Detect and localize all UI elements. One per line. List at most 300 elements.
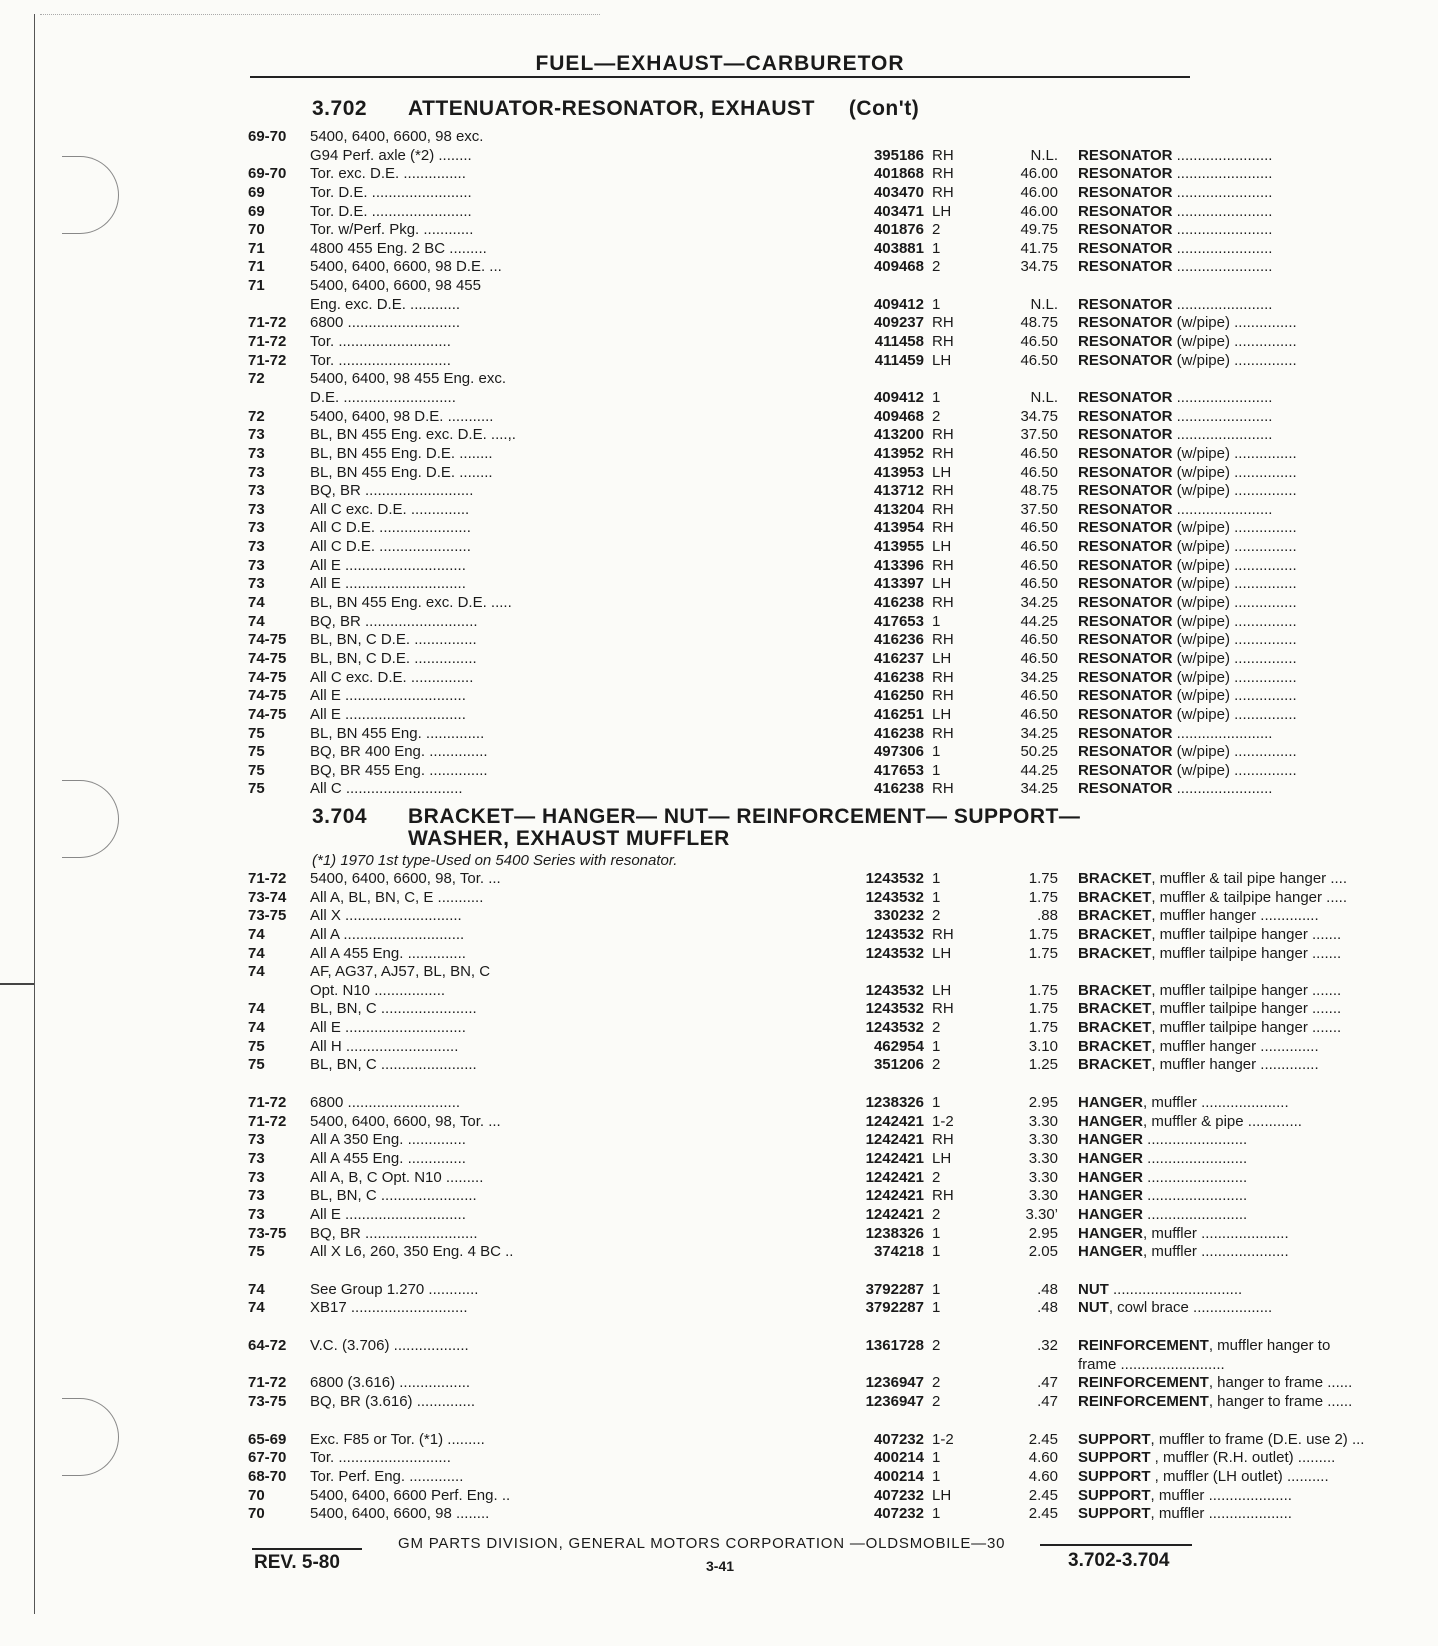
quantity-cell: RH xyxy=(932,925,954,943)
quantity-cell: RH xyxy=(932,1000,954,1018)
part-name: RESONATOR xyxy=(1078,743,1173,761)
parts-row xyxy=(248,1168,1248,1188)
part-name: REINFORCEMENT xyxy=(1078,1337,1209,1355)
quantity-cell: 1 xyxy=(932,761,941,779)
part-number-cell: 1243532 xyxy=(865,888,924,906)
part-name-detail: (w/pipe) ............... xyxy=(1172,668,1297,686)
part-name-cell xyxy=(1078,258,1438,277)
quantity-cell: 1 xyxy=(932,239,941,257)
parts-row xyxy=(248,1205,1248,1225)
part-number-cell: 1361728 xyxy=(865,1337,924,1355)
price-cell: 1.75 xyxy=(1028,944,1058,962)
price-cell: 46.50 xyxy=(1020,538,1058,556)
description-cell: Tor. D.E. ........................ xyxy=(310,202,472,220)
price-cell: 46.50 xyxy=(1020,556,1058,574)
price-cell: 46.50 xyxy=(1020,575,1058,593)
part-name-detail: , muffler hanger to xyxy=(1208,1337,1331,1355)
year-cell: 73-75 xyxy=(248,907,287,925)
description-cell: V.C. (3.706) .................. xyxy=(310,1337,469,1355)
description-cell: BL, BN 455 Eng. D.E. ........ xyxy=(310,463,493,481)
price-cell: 50.25 xyxy=(1020,743,1058,761)
part-name-cell xyxy=(1078,1337,1438,1356)
year-cell: 74-75 xyxy=(248,631,287,649)
section-range: 3.702-3.704 xyxy=(1068,1550,1170,1571)
part-name-cell xyxy=(1078,445,1438,464)
quantity-cell: RH xyxy=(932,1187,954,1205)
price-cell: 1.75 xyxy=(1028,888,1058,906)
description-cell: BL, BN, C D.E. ............... xyxy=(310,649,477,667)
quantity-cell: LH xyxy=(932,463,952,481)
part-number-cell: 416238 xyxy=(873,594,924,612)
quantity-cell: 2 xyxy=(932,1056,941,1074)
part-number-cell: 409468 xyxy=(873,407,924,425)
part-name: HANGER xyxy=(1078,1187,1144,1205)
part-name-detail: , muffler & tail pipe hanger .... xyxy=(1151,870,1348,887)
part-name-cell xyxy=(1078,482,1438,501)
price-cell: 2.95 xyxy=(1028,1094,1058,1112)
price-cell: 46.50 xyxy=(1020,649,1058,667)
description-cell: BQ, BR ........................... xyxy=(310,612,478,630)
section-name-line2: WASHER, EXHAUST MUFFLER xyxy=(408,827,730,850)
part-number-cell: 401868 xyxy=(873,165,924,183)
quantity-cell: LH xyxy=(932,649,952,667)
description-cell: BQ, BR 400 Eng. .............. xyxy=(310,743,488,761)
part-name-detail: ....................... xyxy=(1172,295,1273,313)
year-cell: 74 xyxy=(248,1019,265,1037)
part-name-detail: (w/pipe) ............... xyxy=(1172,575,1297,593)
part-name: RESONATOR xyxy=(1078,556,1173,574)
description-cell: BQ, BR 455 Eng. .............. xyxy=(310,761,488,779)
parts-row xyxy=(248,631,1297,650)
part-name-detail: , hanger to frame ...... xyxy=(1208,1393,1353,1411)
part-name-cell xyxy=(1078,926,1438,945)
year-cell: 74 xyxy=(248,1299,265,1317)
part-number-cell: 413397 xyxy=(873,575,924,593)
parts-row xyxy=(248,314,1297,333)
quantity-cell: 1 xyxy=(932,888,941,906)
parts-row xyxy=(248,1149,1248,1169)
quantity-cell: 1 xyxy=(932,388,941,406)
description-cell: 5400, 6400, 6600, 98 455 xyxy=(310,277,481,295)
quantity-cell: RH xyxy=(932,724,954,742)
price-cell: 44.25 xyxy=(1020,761,1058,779)
year-cell: 70 xyxy=(248,1505,265,1523)
part-name: RESONATOR xyxy=(1078,426,1173,444)
part-name: BRACKET xyxy=(1078,870,1152,887)
part-name-detail: ........................ xyxy=(1143,1149,1248,1167)
year-cell: 73 xyxy=(248,538,265,556)
part-number-cell: 413712 xyxy=(873,482,924,500)
part-number-cell: 1243532 xyxy=(865,870,924,887)
part-number-cell: 413954 xyxy=(873,519,924,537)
year-cell: 72 xyxy=(248,407,265,425)
part-name-detail: , muffler & pipe ............. xyxy=(1143,1112,1302,1130)
scan-edge-marks xyxy=(40,14,600,15)
description-cell: Tor. D.E. ........................ xyxy=(310,183,472,201)
part-name-cell xyxy=(1078,333,1438,352)
part-name: SUPPORT xyxy=(1078,1486,1151,1504)
part-name: RESONATOR xyxy=(1078,407,1173,425)
footer-rule-left xyxy=(252,1548,362,1550)
part-name-cell xyxy=(1078,501,1438,520)
part-name-cell xyxy=(1078,669,1438,688)
parts-row xyxy=(248,165,1273,184)
year-cell: 69 xyxy=(248,183,265,201)
page-number: 3-41 xyxy=(706,1558,735,1574)
parts-row xyxy=(248,277,1190,296)
quantity-cell: 2 xyxy=(932,1019,941,1037)
price-cell: 1.25 xyxy=(1028,1056,1058,1074)
parts-row xyxy=(248,1449,1336,1468)
part-number-cell: 1236947 xyxy=(865,1374,924,1392)
part-name: RESONATOR xyxy=(1078,444,1173,462)
price-cell: 3.30 xyxy=(1028,1112,1058,1130)
part-number-cell: 413955 xyxy=(873,538,924,556)
year-cell: 75 xyxy=(248,1243,265,1261)
part-name-detail: ....................... xyxy=(1172,407,1273,425)
page-title: FUEL—EXHAUST—CARBURETOR xyxy=(535,52,905,75)
part-name-cell xyxy=(1078,631,1438,650)
part-name-detail: (w/pipe) ............... xyxy=(1172,761,1297,779)
section-footnote: (*1) 1970 1st type-Used on 5400 Series with resonator. xyxy=(312,852,678,869)
part-name: HANGER xyxy=(1078,1131,1144,1149)
parts-row xyxy=(248,239,1273,259)
part-name: BRACKET xyxy=(1078,888,1152,906)
part-name: RESONATOR xyxy=(1078,500,1173,518)
year-cell: 71-72 xyxy=(248,351,287,369)
parts-row xyxy=(248,370,1190,389)
quantity-cell: 2 xyxy=(932,1374,941,1392)
parts-row xyxy=(248,1337,1331,1356)
description-cell: 5400, 6400, 6600 Perf. Eng. .. xyxy=(310,1486,511,1504)
part-name-detail: (w/pipe) ............... xyxy=(1172,314,1297,332)
parts-row xyxy=(248,743,1297,762)
quantity-cell: 2 xyxy=(932,407,941,425)
part-name-cell xyxy=(1078,1038,1438,1057)
parts-row xyxy=(248,1280,1243,1300)
part-name-detail: (w/pipe) ............... xyxy=(1172,444,1297,462)
part-name-cell xyxy=(1078,1487,1438,1506)
part-name-detail: , muffler tailpipe hanger ....... xyxy=(1151,1000,1342,1018)
footer-division: GM PARTS DIVISION, GENERAL MOTORS CORPORATION —OLDSMOBILE—30 xyxy=(398,1535,1006,1552)
price-cell: 46.00 xyxy=(1020,202,1058,220)
part-name-cell xyxy=(1078,1094,1438,1113)
part-name-cell xyxy=(1078,408,1438,427)
part-name: BRACKET xyxy=(1078,1056,1152,1074)
part-number-cell: 407232 xyxy=(873,1430,924,1448)
price-cell: 46.50 xyxy=(1020,631,1058,649)
part-name: HANGER xyxy=(1078,1168,1144,1186)
quantity-cell: RH xyxy=(932,183,954,201)
year-cell: 70 xyxy=(248,221,265,239)
price-cell: 34.75 xyxy=(1020,258,1058,276)
part-name: RESONATOR xyxy=(1078,165,1173,183)
part-number-cell: 400214 xyxy=(873,1467,924,1485)
part-name: RESONATOR xyxy=(1078,705,1173,723)
part-name: NUT xyxy=(1078,1299,1109,1317)
part-name-cell xyxy=(1078,725,1438,744)
parts-row xyxy=(248,444,1297,464)
description-cell: All X ............................ xyxy=(310,907,462,925)
part-name: RESONATOR xyxy=(1078,482,1173,500)
year-cell: 71-72 xyxy=(248,1112,287,1130)
parts-row xyxy=(248,724,1273,744)
year-cell: 71-72 xyxy=(248,1094,287,1112)
description-cell: 5400, 6400, 6600, 98 ........ xyxy=(310,1505,490,1523)
header-rule xyxy=(250,76,1190,78)
part-number-cell: 1243532 xyxy=(865,925,924,943)
part-number-cell: 409412 xyxy=(873,388,924,406)
part-name-cell xyxy=(1078,1150,1438,1169)
part-number-cell: 401876 xyxy=(873,221,924,239)
quantity-cell: 1 xyxy=(932,870,941,887)
part-name-detail: ....................... xyxy=(1172,183,1273,201)
part-name: SUPPORT xyxy=(1078,1467,1151,1485)
part-name-detail: ........................ xyxy=(1143,1187,1248,1205)
description-cell: All A ............................. xyxy=(310,925,465,943)
part-name: RESONATOR xyxy=(1078,649,1173,667)
part-name-detail: ....................... xyxy=(1172,165,1273,183)
row-spacer xyxy=(248,1262,1190,1281)
quantity-cell: RH xyxy=(932,482,954,500)
part-name-cell xyxy=(1078,1449,1438,1468)
part-name-cell xyxy=(1078,1225,1438,1244)
part-name: RESONATOR xyxy=(1078,258,1173,276)
year-cell: 71 xyxy=(248,258,265,276)
part-number-cell: 1243532 xyxy=(865,981,924,999)
parts-row xyxy=(248,183,1273,203)
quantity-cell: RH xyxy=(932,519,954,537)
parts-row xyxy=(248,944,1342,964)
part-name-detail: (w/pipe) ............... xyxy=(1172,556,1297,574)
part-name-cell xyxy=(1078,147,1438,166)
description-cell: BL, BN, C ....................... xyxy=(310,1000,477,1018)
price-cell: 1.75 xyxy=(1028,1019,1058,1037)
part-name-cell xyxy=(1078,687,1438,706)
price-cell: 34.75 xyxy=(1020,407,1058,425)
part-number-cell: 1242421 xyxy=(865,1205,924,1223)
part-name-cell xyxy=(1078,538,1438,557)
part-name: HANGER xyxy=(1078,1205,1144,1223)
part-name: RESONATOR xyxy=(1078,761,1173,779)
price-cell: 46.00 xyxy=(1020,165,1058,183)
year-cell: 73 xyxy=(248,1168,265,1186)
price-cell: 41.75 xyxy=(1020,239,1058,257)
description-cell: Tor. ........................... xyxy=(310,1449,451,1467)
quantity-cell: 1 xyxy=(932,743,941,761)
price-cell: .48 xyxy=(1037,1299,1058,1317)
quantity-cell: RH xyxy=(932,146,954,164)
price-cell: 46.50 xyxy=(1020,351,1058,369)
binder-margin-line xyxy=(34,14,35,1614)
description-cell: BL, BN 455 Eng. exc. D.E. ....,. xyxy=(310,426,516,444)
part-name-cell xyxy=(1078,982,1438,1001)
section-3704-parts-list xyxy=(248,870,1365,1524)
description-cell: Tor. Perf. Eng. ............. xyxy=(310,1467,464,1485)
parts-row xyxy=(248,482,1297,501)
part-number-cell: 413396 xyxy=(873,556,924,574)
description-cell: 6800 ........................... xyxy=(310,1094,461,1112)
year-cell: 73 xyxy=(248,1131,265,1149)
description-cell: BL, BN 455 Eng. exc. D.E. ..... xyxy=(310,594,512,612)
year-cell: 73 xyxy=(248,519,265,537)
description-cell: All A 350 Eng. .............. xyxy=(310,1131,466,1149)
part-name-cell xyxy=(1078,780,1438,799)
page-header xyxy=(250,52,1190,76)
quantity-cell: LH xyxy=(932,1486,952,1504)
part-name-detail: , muffler .................... xyxy=(1150,1505,1292,1523)
parts-row xyxy=(248,351,1297,371)
part-name-detail: , muffler tailpipe hanger ....... xyxy=(1151,944,1342,962)
description-cell: All C D.E. ...................... xyxy=(310,519,471,537)
part-name-detail: ....................... xyxy=(1172,258,1273,276)
price-cell: 2.95 xyxy=(1028,1224,1058,1242)
year-cell: 71-72 xyxy=(248,314,287,332)
part-name-cell xyxy=(1078,389,1438,408)
price-cell: 2.45 xyxy=(1028,1505,1058,1523)
part-name-cell xyxy=(1078,1299,1438,1318)
quantity-cell: 1 xyxy=(932,295,941,313)
year-cell: 74-75 xyxy=(248,649,287,667)
part-name-cell xyxy=(1078,594,1438,613)
quantity-cell: LH xyxy=(932,1149,952,1167)
year-cell: 73 xyxy=(248,575,265,593)
parts-row xyxy=(248,668,1297,688)
quantity-cell: 1 xyxy=(932,612,941,630)
part-name: RESONATOR xyxy=(1078,463,1173,481)
description-cell: 5400, 6400, 6600, 98, Tor. ... xyxy=(310,1112,501,1130)
part-name: HANGER xyxy=(1078,1224,1144,1242)
year-cell: 75 xyxy=(248,780,265,798)
quantity-cell: RH xyxy=(932,165,954,183)
part-number-cell: 416238 xyxy=(873,780,924,798)
part-name-cell xyxy=(1078,221,1438,240)
description-cell: BQ, BR (3.616) .............. xyxy=(310,1393,476,1411)
description-cell: Eng. exc. D.E. ............ xyxy=(310,295,461,313)
part-name: RESONATOR xyxy=(1078,295,1173,313)
quantity-cell: RH xyxy=(932,1131,954,1149)
price-cell: 44.25 xyxy=(1020,612,1058,630)
year-cell: 73 xyxy=(248,1149,265,1167)
quantity-cell: 1 xyxy=(932,1224,941,1242)
parts-row xyxy=(248,612,1297,632)
section-3704-title xyxy=(312,806,1080,850)
part-number-cell: 462954 xyxy=(873,1037,924,1055)
quantity-cell: LH xyxy=(932,351,952,369)
quantity-cell: 2 xyxy=(932,1168,941,1186)
part-name: RESONATOR xyxy=(1078,519,1173,537)
year-cell: 75 xyxy=(248,724,265,742)
part-name-detail: (w/pipe) ............... xyxy=(1172,351,1297,369)
part-number-cell: 1242421 xyxy=(865,1112,924,1130)
year-cell: 74-75 xyxy=(248,687,287,705)
parts-row xyxy=(248,128,1190,147)
year-cell: 71-72 xyxy=(248,1374,287,1392)
part-name-cell xyxy=(1078,1281,1438,1300)
year-cell: 74-75 xyxy=(248,668,287,686)
part-name-cell xyxy=(1078,352,1438,371)
part-name-detail: (w/pipe) ............... xyxy=(1172,631,1297,649)
price-cell: N.L. xyxy=(1030,146,1058,164)
description-cell: 4800 455 Eng. 2 BC ......... xyxy=(310,239,487,257)
part-name-cell xyxy=(1078,650,1438,669)
part-number-cell: 395186 xyxy=(873,146,924,164)
year-cell: 73-75 xyxy=(248,1393,287,1411)
price-cell: 34.25 xyxy=(1020,668,1058,686)
part-name-cell xyxy=(1078,557,1438,576)
part-name: BRACKET xyxy=(1078,944,1152,962)
description-cell: 5400, 6400, 98 455 Eng. exc. xyxy=(310,370,506,388)
part-name-detail: (w/pipe) ............... xyxy=(1172,594,1297,612)
year-cell: 70 xyxy=(248,1486,265,1504)
quantity-cell: LH xyxy=(932,705,952,723)
year-cell: 74 xyxy=(248,1280,265,1298)
parts-row xyxy=(248,221,1273,240)
year-cell: 67-70 xyxy=(248,1449,287,1467)
description-cell: G94 Perf. axle (*2) ........ xyxy=(310,146,472,164)
part-name-cell xyxy=(1078,1243,1438,1262)
year-cell: 74-75 xyxy=(248,705,287,723)
part-name-cell xyxy=(1078,1356,1438,1375)
parts-row xyxy=(248,687,1297,706)
price-cell: .47 xyxy=(1037,1393,1058,1411)
year-cell: 73 xyxy=(248,482,265,500)
parts-row xyxy=(248,1430,1365,1450)
price-cell: 1.75 xyxy=(1028,981,1058,999)
description-cell: All E ............................. xyxy=(310,556,466,574)
year-cell: 73-74 xyxy=(248,888,287,906)
parts-row xyxy=(248,907,1319,926)
part-number-cell: 3792287 xyxy=(865,1299,924,1317)
price-cell: 3.30’ xyxy=(1025,1205,1058,1223)
part-number-cell: 403470 xyxy=(873,183,924,201)
parts-row xyxy=(248,1355,1225,1375)
quantity-cell: RH xyxy=(932,668,954,686)
part-number-cell: 407232 xyxy=(873,1505,924,1523)
part-name-cell xyxy=(1078,575,1438,594)
continued-label: (Con't) xyxy=(848,97,920,120)
part-name-detail: , muffler .................... xyxy=(1150,1486,1292,1504)
quantity-cell: 1 xyxy=(932,1037,941,1055)
description-cell: Opt. N10 ................. xyxy=(310,981,446,999)
quantity-cell: RH xyxy=(932,687,954,705)
part-name-detail: ........................ xyxy=(1143,1131,1248,1149)
part-name-detail: , muffler (LH outlet) .......... xyxy=(1150,1467,1329,1485)
part-name: REINFORCEMENT xyxy=(1078,1393,1209,1411)
part-name-detail: ....................... xyxy=(1172,202,1273,220)
part-number-cell: 416237 xyxy=(873,649,924,667)
part-name-detail: ....................... xyxy=(1172,500,1273,518)
description-cell: Exc. F85 or Tor. (*1) ......... xyxy=(310,1430,485,1448)
part-name: BRACKET xyxy=(1078,1000,1152,1018)
row-spacer xyxy=(248,1412,1190,1431)
year-cell: 74 xyxy=(248,594,265,612)
part-number-cell: 1243532 xyxy=(865,1000,924,1018)
price-cell: 46.50 xyxy=(1020,705,1058,723)
part-name-detail: , muffler (R.H. outlet) ......... xyxy=(1150,1449,1336,1467)
price-cell: 46.00 xyxy=(1020,183,1058,201)
parts-row xyxy=(248,1037,1319,1057)
part-name: RESONATOR xyxy=(1078,202,1173,220)
part-number-cell: 1238326 xyxy=(865,1094,924,1112)
part-number-cell: 413200 xyxy=(873,426,924,444)
part-name-cell xyxy=(1078,184,1438,203)
part-name-cell xyxy=(1078,1393,1438,1412)
price-cell: N.L. xyxy=(1030,295,1058,313)
part-number-cell: 413204 xyxy=(873,500,924,518)
description-cell: All A 455 Eng. .............. xyxy=(310,1149,466,1167)
part-name-detail: (w/pipe) ............... xyxy=(1172,612,1297,630)
